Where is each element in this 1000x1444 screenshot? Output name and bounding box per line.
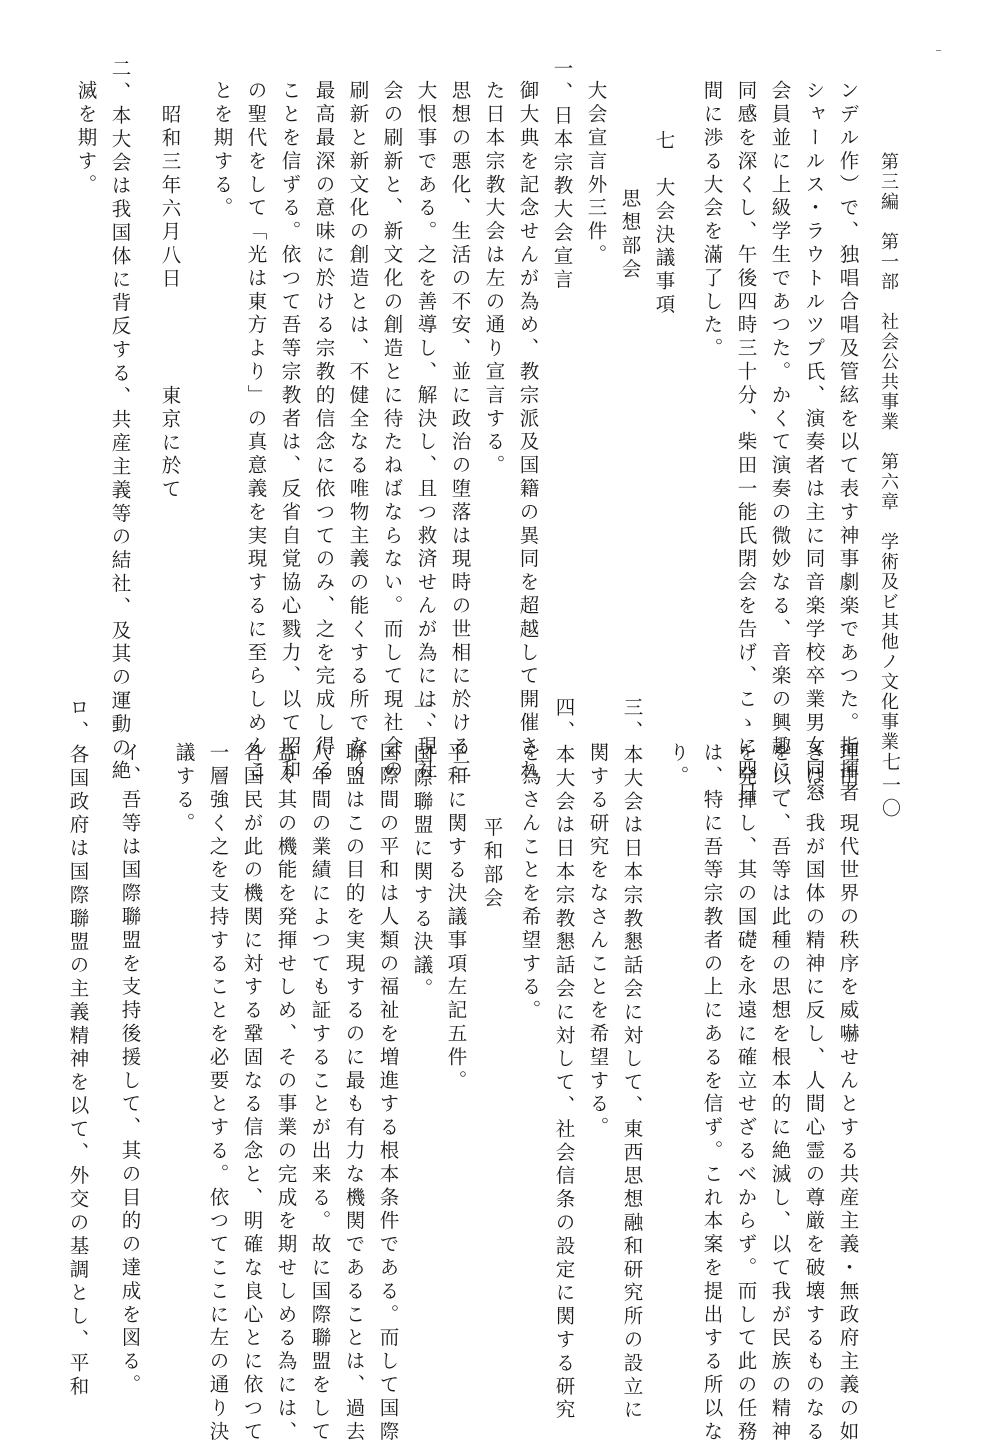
upper-line-10: 御大典を記念せんが為め、教宗派及国籍の異同を超越して開催され [516, 80, 540, 782]
lower-line-4: を発揮し、其の国礎を永遠に確立せざるべからず。而して此の任務 [734, 742, 758, 1444]
lower-line-13: 一、国際聯盟に関する決議。 [410, 697, 434, 1002]
section-heading: 七 大会決議事項 [652, 130, 676, 318]
upper-line-9: 一、日本宗教大会宣言 [550, 58, 574, 292]
upper-line-2: シャールス・ラウトルツプ氏、演奏者は主に同音楽学校卒業男女同窓 [802, 80, 826, 806]
upper-line-22: 滅を期す。 [74, 80, 98, 197]
upper-line-8: 大会宣言外三件。 [584, 80, 608, 268]
upper-line-14: 会の刷新と、新文化の創造とに待たねばならない。而して現社会の [380, 80, 404, 782]
edge-mark [936, 50, 941, 51]
lower-line-19: 一層強く之を支持することを必要とする。依つてここに左の通り決 [206, 742, 230, 1444]
subsection-heading: 思想部会 [618, 188, 642, 282]
page-number: 七一〇 [879, 752, 901, 821]
lower-line-2: きは、我が国体の精神に反し、人間心霊の尊厳を破壊するものなる [802, 742, 826, 1444]
upper-line-15: 刷新と新文化の創造とは、不健全なる唯物主義の能くする所でなく [346, 80, 370, 782]
upper-line-1: ンデル作）で、独唱合唱及管絃を以て表す神事劇楽であつた。指揮者 [836, 80, 860, 806]
upper-line-19: とを期する。 [210, 80, 234, 221]
lower-line-7: 三、本大会は日本宗教懇話会に対して、東西思想融和研究所の設立に [620, 697, 644, 1423]
upper-line-4: 同感を深くし、午後四時三十分、柴田一能氏閉会を告げ、こゝに四日 [734, 80, 758, 806]
lower-line-14: 国際間の平和は人類の福祉を増進する根本条件である。而して国際 [376, 742, 400, 1444]
lower-line-3: を以て、吾等は此種の思想を根本的に絶滅し、以て我が民族の精神 [768, 742, 792, 1444]
lower-line-1: 理由 現代世界の秩序を威嚇せんとする共産主義・無政府主義の如 [836, 742, 860, 1444]
lower-line-20: 議する。 [172, 742, 196, 836]
running-header: 第三編 第一部 社会公共事業 第六章 学術及ビ其他ノ文化事業 [878, 152, 899, 752]
lower-subsection-heading: 平和部会 [480, 817, 504, 911]
lower-line-9: 四、本大会は日本宗教懇話会に対して、社会信条の設定に関する研究 [552, 697, 576, 1423]
lower-line-10: を為さんことを希望する。 [518, 742, 542, 1023]
lower-line-6: り。 [666, 742, 690, 789]
lower-line-21: イ、吾等は国際聯盟を支持後援して、其の目的の達成を図る。 [118, 742, 142, 1398]
lower-line-18: 各国民が此の機関に対する鞏固なる信念と、明確な良心とに依つて [240, 742, 264, 1444]
lower-line-15: 聯盟はこの目的を実現するのに最も有力な機関であることは、過去 [342, 742, 366, 1444]
upper-line-3: 会員並に上級学生であつた。かくて演奏の微妙なる、音楽の興趣に一 [768, 80, 792, 806]
lower-line-12: 平和に関する決議事項左記五件。 [444, 742, 468, 1093]
upper-line-13: 大恨事である。之を善導し、解決し、且つ救済せんが為には、現社 [414, 80, 438, 782]
lower-line-17: 益々其の機能を発揮せしめ、その事業の完成を期せしめる為には、 [274, 742, 298, 1444]
lower-line-8: 関する研究をなさんことを希望する。 [586, 742, 610, 1140]
upper-line-18: の聖代をして「光は東方より」の真意義を実現するに至らしめんこ [244, 80, 268, 782]
upper-line-21: 二、本大会は我国体に背反する、共産主義等の結社、及其の運動の絶 [108, 58, 132, 784]
lower-line-5: は、特に吾等宗教者の上にあるを信ず。これ本案を提出する所以な [700, 742, 724, 1444]
upper-line-16: 最高最深の意味に於ける宗教的信念に依つてのみ、之を完成し得る [312, 80, 336, 782]
date-place-line: 昭和三年六月八日 東京に於て [158, 104, 182, 502]
upper-line-17: ことを信ずる。依つて吾等宗教者は、反省自覚協心戮力、以て昭和 [278, 80, 302, 782]
upper-line-5: 間に渉る大会を滿了した。 [700, 80, 724, 361]
lower-line-16: 八年間の業績によつても証することが出来る。故に国際聯盟をして [308, 742, 332, 1444]
upper-line-12: 思想の悪化、生活の不安、並に政治の堕落は現時の世相に於ける三 [448, 80, 472, 782]
upper-line-11: た日本宗教大会は左の通り宣言する。 [482, 80, 506, 478]
lower-line-22: ロ、各国政府は国際聯盟の主義精神を以て、外交の基調とし、平和 [66, 697, 90, 1399]
